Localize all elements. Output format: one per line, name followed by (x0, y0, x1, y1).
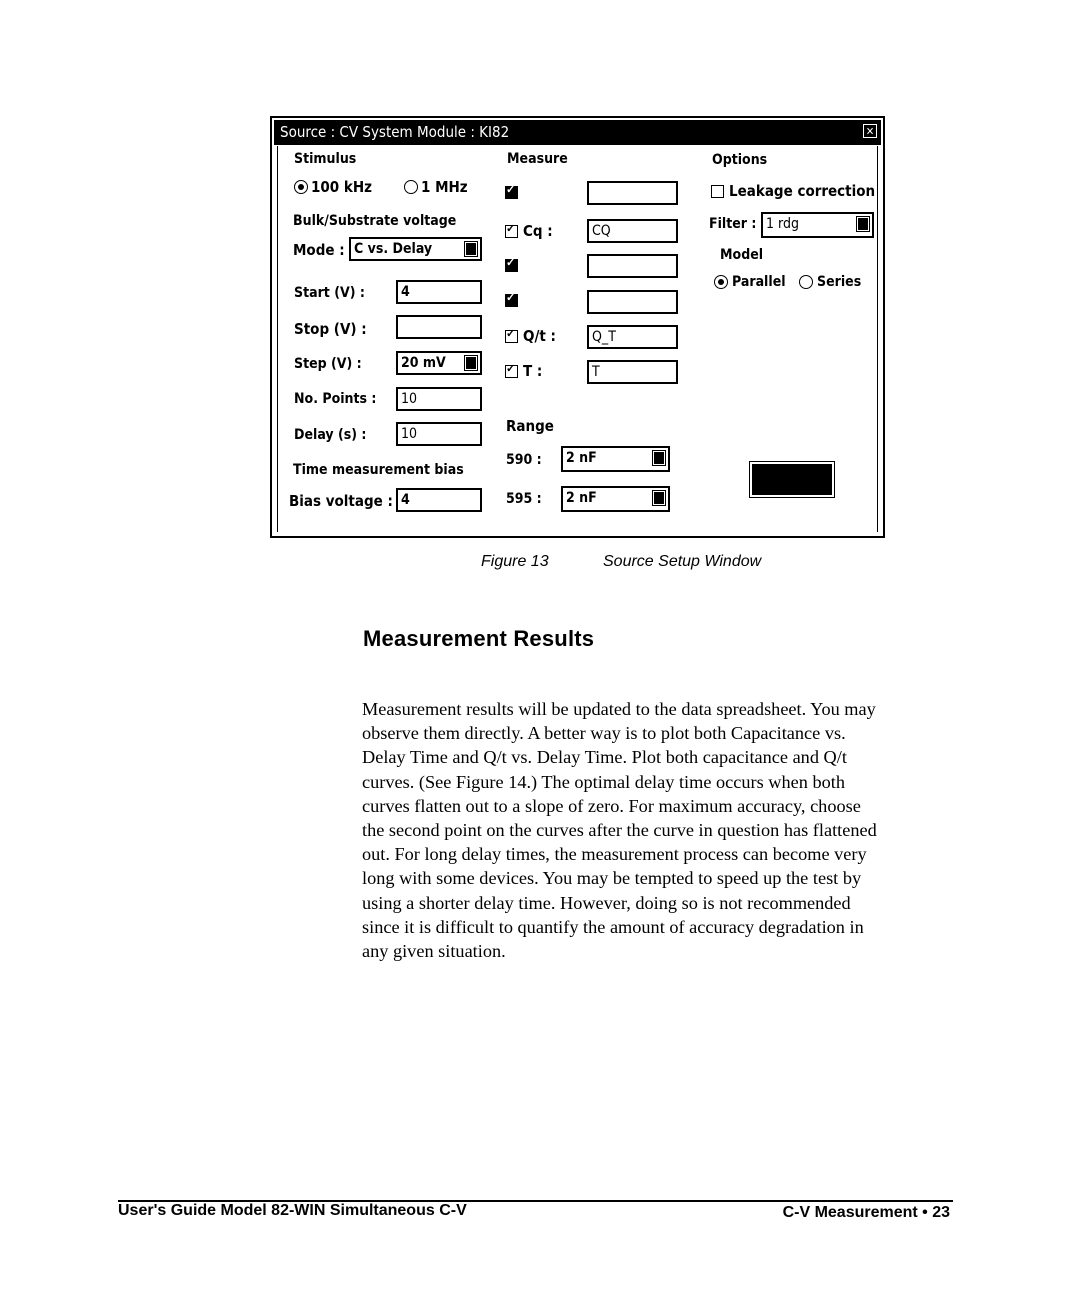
measure-label-t: T : (523, 362, 543, 380)
radio-parallel[interactable] (714, 275, 728, 289)
bias-voltage-label: Bias voltage : (289, 492, 393, 510)
radio-series-label: Series (817, 274, 862, 290)
dropdown-arrow-icon[interactable] (652, 450, 666, 466)
delay-input-value: 10 (401, 426, 418, 442)
range-590-label: 590 : (506, 452, 542, 468)
radio-100khz[interactable] (294, 180, 308, 194)
measure-field-1[interactable] (587, 181, 678, 205)
filter-select[interactable] (761, 212, 874, 238)
range-595-select[interactable] (561, 486, 670, 512)
measure-label-cq: Cq : (523, 222, 553, 240)
measure-label-qt: Q/t : (523, 327, 556, 345)
bias-voltage-input[interactable] (396, 488, 482, 512)
dropdown-arrow-icon[interactable] (652, 490, 666, 506)
radio-series[interactable] (799, 275, 813, 289)
radio-parallel-label: Parallel (732, 274, 786, 290)
step-select[interactable] (396, 351, 482, 375)
bulk-voltage-heading: Bulk/Substrate voltage (293, 213, 457, 229)
range-590-select-value: 2 nF (566, 450, 597, 466)
stimulus-heading: Stimulus (294, 151, 357, 167)
window-title: Source : CV System Module : KI82 (280, 123, 510, 141)
points-input-value: 10 (401, 391, 418, 407)
measure-field-cq-value: CQ (592, 223, 611, 239)
time-bias-heading: Time measurement bias (293, 462, 464, 478)
radio-1mhz-label: 1 MHz (421, 178, 468, 196)
window-titlebar[interactable] (274, 120, 881, 145)
points-label: No. Points : (294, 391, 377, 407)
ok-button[interactable] (752, 464, 832, 495)
measure-field-cq[interactable] (587, 219, 678, 243)
step-label: Step (V) : (294, 356, 362, 372)
measure-field-3[interactable] (587, 254, 678, 278)
dropdown-arrow-icon[interactable] (464, 241, 478, 257)
close-icon[interactable]: ✕ (863, 124, 877, 138)
mode-label: Mode : (293, 241, 345, 259)
range-595-label: 595 : (506, 491, 542, 507)
stop-label: Stop (V) : (294, 320, 367, 338)
measure-field-t[interactable] (587, 360, 678, 384)
measure-checkbox-cq[interactable] (505, 225, 518, 238)
options-heading: Options (712, 152, 768, 168)
leakage-checkbox[interactable] (711, 185, 724, 198)
measure-checkbox-4[interactable] (505, 294, 518, 307)
range-heading: Range (506, 417, 554, 435)
footer-right: C-V Measurement • 23 (782, 1204, 950, 1221)
source-setup-window (270, 116, 885, 538)
dropdown-arrow-icon[interactable] (856, 216, 870, 232)
model-heading: Model (720, 247, 764, 263)
measure-field-4[interactable] (587, 290, 678, 314)
dropdown-arrow-icon[interactable] (464, 355, 478, 371)
bias-voltage-input-value: 4 (401, 492, 410, 508)
measure-field-t-value: T (592, 364, 600, 380)
delay-input[interactable] (396, 422, 482, 446)
section-heading: Measurement Results (363, 626, 595, 651)
radio-100khz-label: 100 kHz (311, 178, 372, 196)
footer-left: User's Guide Model 82-WIN Simultaneous C-V (118, 1202, 467, 1219)
stop-input[interactable] (396, 315, 482, 339)
figure-number: Figure 13 (481, 553, 549, 570)
step-select-value: 20 mV (401, 355, 446, 371)
figure-title: Source Setup Window (603, 553, 762, 570)
range-590-select[interactable] (561, 446, 670, 472)
measure-checkbox-qt[interactable] (505, 330, 518, 343)
start-input[interactable] (396, 280, 482, 304)
radio-1mhz[interactable] (404, 180, 418, 194)
filter-label: Filter : (709, 216, 757, 232)
measure-checkbox-3[interactable] (505, 259, 518, 272)
measure-field-qt-value: Q_T (592, 329, 616, 345)
measure-heading: Measure (507, 151, 568, 167)
mode-select-value: C vs. Delay (354, 241, 433, 257)
start-label: Start (V) : (294, 285, 365, 301)
points-input[interactable] (396, 387, 482, 411)
filter-select-value: 1 rdg (766, 216, 799, 232)
measure-checkbox-t[interactable] (505, 365, 518, 378)
leakage-label: Leakage correction (729, 182, 876, 200)
measure-field-qt[interactable] (587, 325, 678, 349)
range-595-select-value: 2 nF (566, 490, 597, 506)
mode-select[interactable] (349, 237, 482, 261)
measure-checkbox-1[interactable] (505, 186, 518, 199)
start-input-value: 4 (401, 284, 410, 300)
delay-label: Delay (s) : (294, 427, 367, 443)
body-paragraph: Measurement results will be updated to the data spreadsheet. You may observe them directly. A better way is to plot both Capacitance vs. Delay Time and Q/t vs. Delay Time. Plot both capacitance and Q/t curves. (See Figure 14.) The optimal delay time occurs when both curves flatten out to a slope of zero. For maximum accuracy, choose the second point on the curves after the curve in question has flattened out. For long delay times, the measurement process can become very long with some devices. You may be tempted to speed up the test by using a shorter delay time. However, doing so is not recommended since it is difficult to quantify the amount of accuracy degradation in any given situation. (362, 699, 877, 962)
